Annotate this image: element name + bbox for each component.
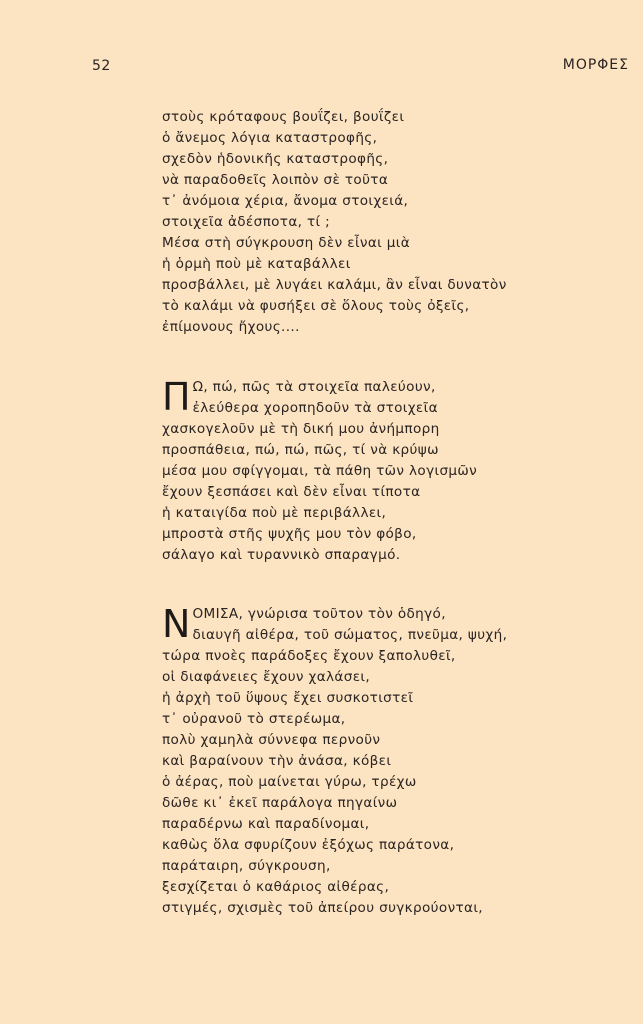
poem-line: καὶ βαραίνουν τὴν ἀνάσα, κόβει	[162, 753, 392, 769]
stanza-1	[162, 107, 507, 338]
poem-line: προσπάθεια, πώ, πώ, πῶς, τί νὰ κρύψω	[162, 442, 439, 458]
poem-line: νὰ παραδοθεῖς λοιπὸν σὲ τοῦτα	[162, 172, 389, 188]
page-number: 52	[92, 58, 111, 74]
poem-line: προσβάλλει, μὲ λυγάει καλάμι, ἂν εἶναι δυνατὸν	[162, 277, 507, 293]
poem-line: καθὼς ὅλα σφυρίζουν ἐξόχως παράτονα,	[162, 837, 455, 853]
poem-line: τὸ καλάμι νὰ φυσήξει σὲ ὅλους τοὺς ὀξεῖς,	[162, 298, 470, 314]
poem-line: ἔχουν ξεσπάσει καὶ δὲν εἶναι τίποτα	[162, 484, 421, 500]
poem-line: ἐπίμονους ἤχους....	[162, 319, 300, 335]
poem-line: τώρα πνοὲς παράδοξες ἔχουν ξαπολυθεῖ,	[162, 648, 456, 664]
poem-line: στοὺς κρόταφους βουΐζει, βουΐζει	[162, 109, 405, 125]
poem-line: σάλαγο καὶ τυραννικὸ σπαραγμό.	[162, 547, 401, 563]
poem-line: ἡ ἀρχὴ τοῦ ὕψους ἔχει συσκοτιστεῖ	[162, 690, 414, 706]
poem-line: δῶθε κι᾽ ἐκεῖ παράλογα πηγαίνω	[162, 795, 398, 811]
stanza-3	[162, 602, 508, 919]
poem-line: μπροστὰ στῆς ψυχῆς μου τὸν φόβο,	[162, 526, 417, 542]
poem-line: τ᾽ ἀνόμοια χέρια, ἄνομα στοιχειά,	[162, 193, 409, 209]
poem-line: τ᾽ οὐρανοῦ τὸ στερέωμα,	[162, 711, 346, 727]
poem-line: ἡ ὁρμὴ ποὺ μὲ καταβάλλει	[162, 256, 351, 272]
poem-line: παραδέρνω καὶ παραδίνομαι,	[162, 816, 370, 832]
poem-line: σχεδὸν ἡδονικῆς καταστροφῆς,	[162, 151, 389, 167]
poem-line: στιγμές, σχισμὲς τοῦ ἀπείρου συγκρούονται,	[162, 900, 483, 916]
poem-line: ξεσχίζεται ὁ καθάριος αἰθέρας,	[162, 879, 390, 895]
poem-line: Μέσα στὴ σύγκρουση δὲν εἶναι μιὰ	[162, 235, 411, 251]
poem-line: ΟΜΙΣΑ, γνώρισα τοῦτον τὸν ὁδηγό,	[192, 606, 446, 622]
poem-line: οἱ διαφάνειες ἔχουν χαλάσει,	[162, 669, 371, 685]
poem-line: παράταιρη, σύγκρουση,	[162, 858, 331, 874]
poem-line: ὁ ἄνεμος λόγια καταστροφῆς,	[162, 130, 378, 146]
poem-line: στοιχεῖα ἀδέσποτα, τί ;	[162, 214, 331, 230]
poem-line: ἐλεύθερα χοροπηδοῦν τὰ στοιχεῖα	[192, 400, 438, 416]
drop-cap: Ν	[162, 602, 191, 646]
poem-line: Ω, πώ, πῶς τὰ στοιχεῖα παλεύουν,	[192, 379, 436, 395]
poem-line: ὁ ἀέρας, ποὺ μαίνεται γύρω, τρέχω	[162, 774, 417, 790]
poem-line: διαυγῆ αἰθέρα, τοῦ σώματος, πνεῦμα, ψυχή,	[192, 627, 508, 643]
drop-cap: Π	[162, 375, 191, 419]
poem-line: πολὺ χαμηλὰ σύννεφα περνοῦν	[162, 732, 381, 748]
poem-line: χασκογελοῦν μὲ τὴ δική μου ἀνήμπορη	[162, 421, 440, 437]
poem-line: μέσα μου σφίγγομαι, τὰ πάθη τῶν λογισμῶν	[162, 463, 478, 479]
poem-line: ἡ καταιγίδα ποὺ μὲ περιβάλλει,	[162, 505, 387, 521]
stanza-2	[162, 377, 477, 566]
running-head: ΜΟΡΦΕΣ	[562, 57, 629, 73]
